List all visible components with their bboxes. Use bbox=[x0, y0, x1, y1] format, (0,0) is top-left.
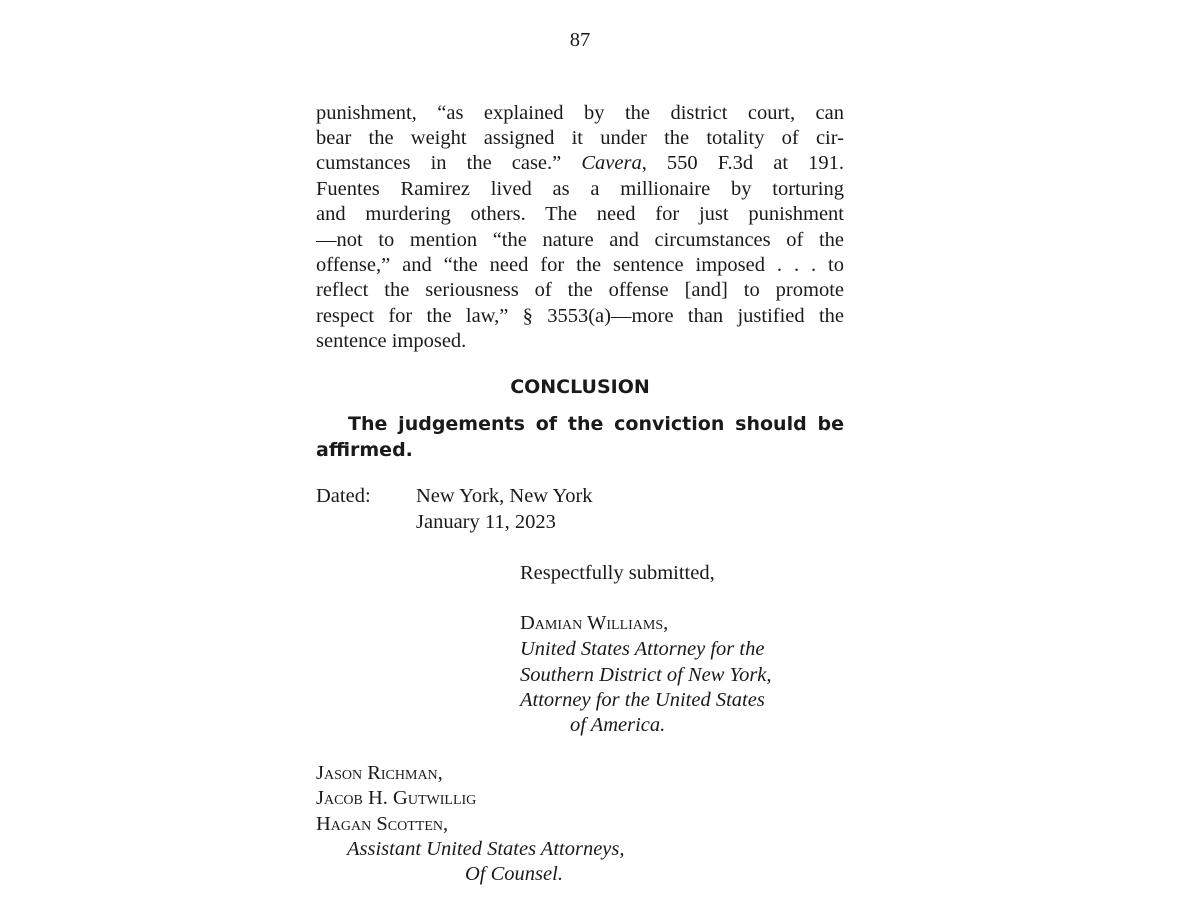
counsel-name: Jason Richman, bbox=[316, 762, 443, 784]
body-line: reflect the seriousness of the offense [and] to promote bbox=[316, 279, 844, 301]
body-line bbox=[316, 151, 844, 176]
body-text: cumstances in the case.” bbox=[316, 152, 562, 174]
counsel-role: Assistant United States Attorneys, bbox=[347, 838, 625, 860]
conclusion-text: The judgements of the conviction should be bbox=[348, 413, 844, 435]
conclusion-text: affirmed. bbox=[316, 439, 413, 461]
body-line: bear the weight assigned it under the totality of cir- bbox=[316, 127, 844, 149]
body-line: punishment, “as explained by the district court, can bbox=[316, 102, 844, 124]
dated-label: Dated: bbox=[316, 485, 371, 507]
body-line: and murdering others. The need for just punishment bbox=[316, 203, 844, 225]
of-counsel: Of Counsel. bbox=[465, 863, 563, 885]
counsel-name: Hagan Scotten, bbox=[316, 813, 449, 835]
conclusion-heading: CONCLUSION bbox=[510, 376, 650, 398]
dated-date: January 11, 2023 bbox=[416, 511, 556, 533]
signatory-title: Southern District of New York, bbox=[520, 664, 772, 686]
body-line: offense,” and “the need for the sentence imposed . . . to bbox=[316, 254, 844, 276]
counsel-name: Jacob H. Gutwillig bbox=[316, 787, 477, 809]
signatory-name: Damian Williams, bbox=[520, 612, 669, 634]
case-citation: Cavera bbox=[581, 152, 642, 174]
body-line: Fuentes Ramirez lived as a millionaire by torturing bbox=[316, 178, 844, 200]
dated-place: New York, New York bbox=[416, 485, 593, 507]
signatory-title: United States Attorney for the bbox=[520, 638, 765, 660]
signatory-title: Attorney for the United States bbox=[520, 689, 765, 711]
body-line: sentence imposed. bbox=[316, 330, 467, 352]
closing: Respectfully submitted, bbox=[520, 562, 715, 584]
body-line: respect for the law,” § 3553(a)—more than justified the bbox=[316, 305, 844, 327]
signatory-title: of America. bbox=[570, 714, 666, 736]
body-text: , 550 F.3d at 191. bbox=[641, 152, 844, 174]
page-number: 87 bbox=[569, 29, 591, 51]
body-line: —not to mention “the nature and circumstances of the bbox=[316, 229, 844, 251]
